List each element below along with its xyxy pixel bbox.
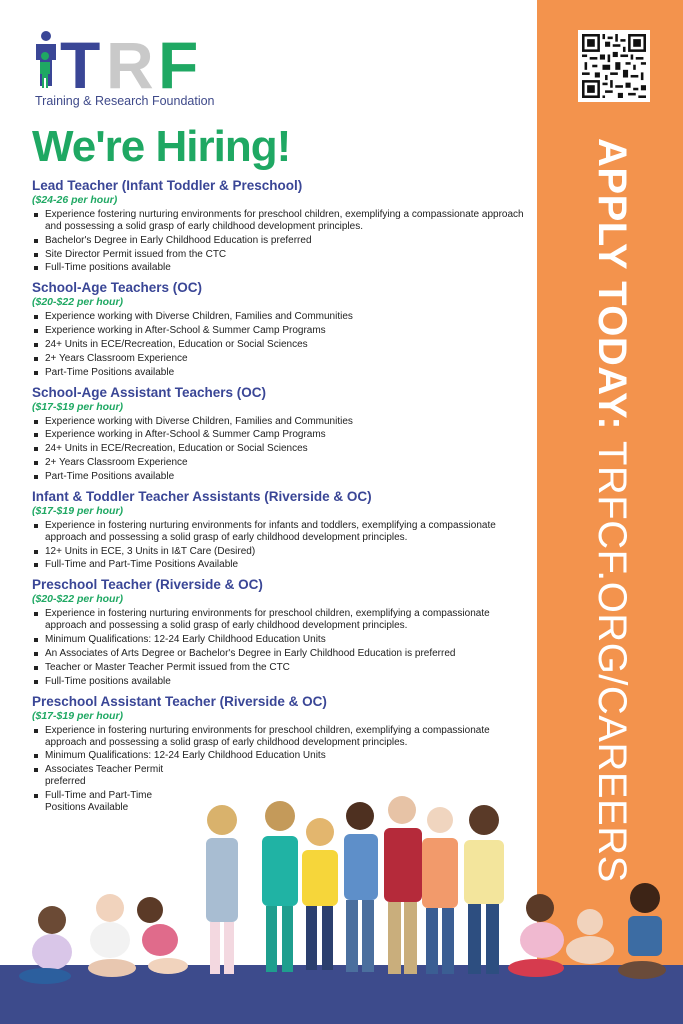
job-title: Infant & Toddler Teacher Assistants (Riverside & OC) <box>32 488 372 504</box>
list-item: Teacher or Master Teacher Permit issued from the CTC <box>32 662 532 674</box>
job-listings <box>32 178 532 820</box>
careers-url[interactable]: TRFCF.ORG/CAREERS <box>590 440 634 883</box>
job-title: Preschool Teacher (Riverside & OC) <box>32 577 263 593</box>
list-item: Experience fostering nurturing environments for preschool children, exemplifying a compassionate approach and possessing a solid grasp of early childhood development principles. <box>32 209 532 233</box>
apply-callout[interactable] <box>590 138 650 883</box>
list-item: 2+ Years Classroom Experience <box>32 353 532 365</box>
list-item: Site Director Permit issued from the CTC <box>32 249 532 261</box>
kid-figure-6 <box>422 807 458 974</box>
list-item: 24+ Units in ECE/Recreation, Education or Social Sciences <box>32 339 532 351</box>
kid-figure-2 <box>262 801 298 972</box>
list-item: Experience working with Diverse Children, Families and Communities <box>32 416 532 428</box>
logo-tagline: Training & Research Foundation <box>35 94 215 108</box>
job-pay: ($20-$22 per hour) <box>32 593 124 606</box>
job-lead-teacher <box>32 178 532 274</box>
list-item: Full-Time and Part-Time Positions Available <box>32 559 532 571</box>
svg-text:F: F <box>158 30 195 92</box>
job-pay: ($17-$19 per hour) <box>32 504 124 517</box>
baby-figure-right-1 <box>508 894 564 977</box>
list-item: Minimum Qualifications: 12-24 Early Childhood Education Units <box>32 750 532 762</box>
list-item: Experience working with Diverse Children, Families and Communities <box>32 311 532 323</box>
job-infant-toddler-teacher-assistants <box>32 489 532 572</box>
job-pay: ($24-26 per hour) <box>32 194 118 206</box>
list-item: Full-Time and Part-Time Positions Available <box>32 790 182 814</box>
children-group-illustration <box>0 790 683 1024</box>
list-item: Experience in fostering nurturing environments for preschool children, exemplifying a compassionate approach and possessing a solid grasp of early childhood development principles. <box>32 725 532 749</box>
baby-figure-right-2 <box>566 909 614 964</box>
job-pay: ($20-$22 per hour) <box>32 296 124 309</box>
list-item: Bachelor's Degree in Early Childhood Education is preferred <box>32 235 532 247</box>
job-school-age-teachers <box>32 280 532 378</box>
qr-code-icon <box>582 34 646 98</box>
list-item: Minimum Qualifications: 12-24 Early Childhood Education Units <box>32 634 532 646</box>
job-preschool-teacher <box>32 577 532 687</box>
list-item: Full-Time positions available <box>32 262 532 274</box>
job-title: Preschool Assistant Teacher (Riverside & OC) <box>32 693 327 709</box>
apply-today-label: APPLY TODAY: <box>590 138 634 431</box>
apply-text <box>589 138 634 883</box>
list-item: 12+ Units in ECE, 3 Units in I&T Care (Desired) <box>32 546 532 558</box>
list-item: 24+ Units in ECE/Recreation, Education or Social Sciences <box>32 443 532 455</box>
job-pay: ($17-$19 per hour) <box>32 709 124 722</box>
job-title: Lead Teacher (Infant Toddler & Preschool) <box>32 178 303 193</box>
list-item: Associates Teacher Permit preferred <box>32 764 182 788</box>
job-title: School-Age Assistant Teachers (OC) <box>32 384 267 400</box>
baby-figure-left-2 <box>88 894 136 977</box>
svg-text:R: R <box>106 30 150 92</box>
job-school-age-assistant-teachers <box>32 385 532 483</box>
job-pay: ($17-$19 per hour) <box>32 400 124 413</box>
list-item: Part-Time Positions available <box>32 367 532 379</box>
list-item: Part-Time Positions available <box>32 471 532 483</box>
list-item: Experience in fostering nurturing environments for preschool children, exemplifying a compassionate approach and possessing a solid grasp of early childhood development principles. <box>32 608 532 632</box>
trf-logo-icon <box>30 30 220 92</box>
kid-figure-5 <box>384 796 422 974</box>
job-title: School-Age Teachers (OC) <box>32 280 203 296</box>
baby-figure-left-1 <box>19 906 72 984</box>
list-item: Experience working in After-School & Summer Camp Programs <box>32 325 532 337</box>
svg-text:T: T <box>60 30 97 92</box>
kid-figure-4 <box>344 802 378 972</box>
kid-figure-7 <box>464 805 504 974</box>
hiring-heading: We're Hiring! <box>32 122 291 171</box>
qr-code[interactable] <box>578 30 650 102</box>
list-item: Experience in fostering nurturing environments for infants and toddlers, exemplifying a compassionate approach and possessing a solid grasp of early childhood development principles. <box>32 520 532 544</box>
list-item: Full-Time positions available <box>32 676 532 688</box>
baby-figure-right-3 <box>618 883 666 979</box>
list-item: Experience working in After-School & Summer Camp Programs <box>32 429 532 441</box>
baby-figure-left-3 <box>137 897 188 974</box>
list-item: An Associates of Arts Degree or Bachelor's Degree in Early Childhood Education is preferred <box>32 648 532 660</box>
list-item: 2+ Years Classroom Experience <box>32 457 532 469</box>
kid-figure-3 <box>302 818 338 970</box>
kid-figure-1 <box>206 805 238 974</box>
